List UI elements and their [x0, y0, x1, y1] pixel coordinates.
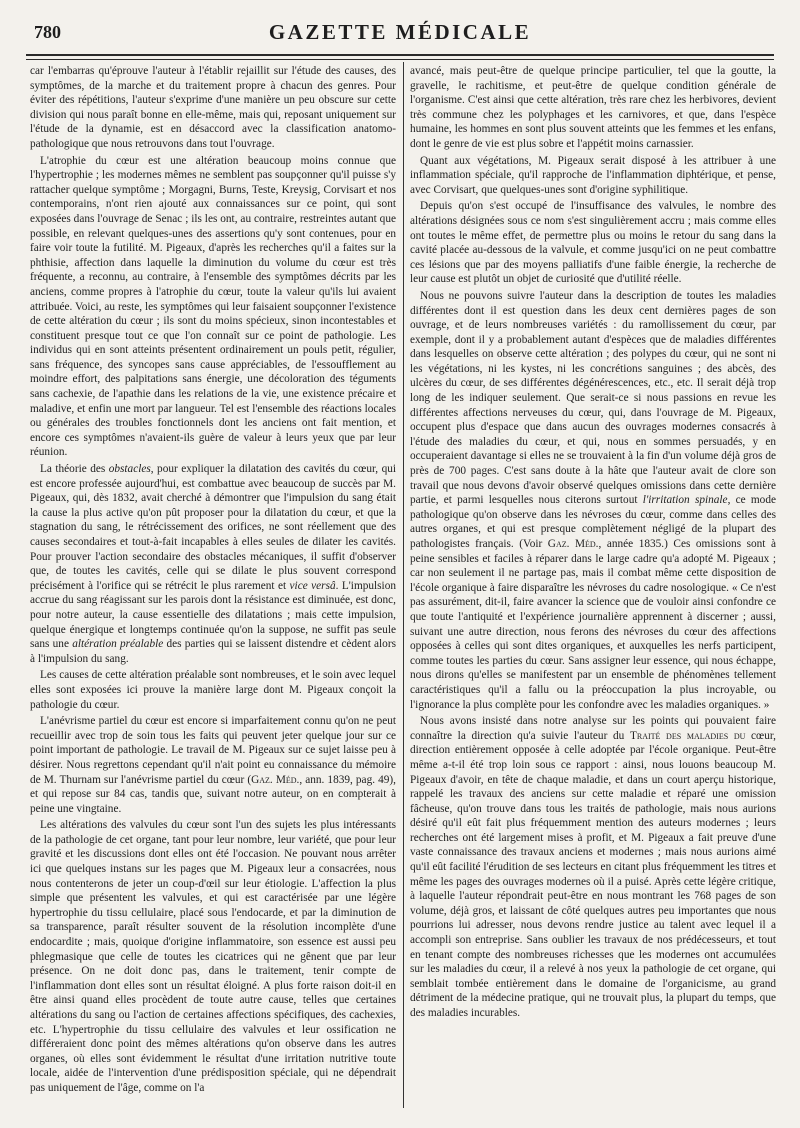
text-run: La théorie des — [40, 463, 109, 476]
text-run: des parties qui se laissent distendre et cèdent alors à l'impulsion du sang. — [30, 638, 396, 665]
right-column — [410, 64, 776, 1104]
paragraph — [410, 714, 776, 1020]
text-run: . L'impulsion accrue du sang réagissant sur les parois dont la résistance est diminuée, est donc, pour notre auteur, la cause essentielle des dilatations ; mais cette impulsion, quelque énergique et longtemps continuée qu'on la suppose, ne suffit pas seule sans une — [30, 579, 396, 651]
column-divider — [403, 62, 404, 1108]
paragraph — [410, 289, 776, 712]
text-run: , ce mode pathologique qu'on observe dans les névroses du cœur, comme dans celles des autres organes, et qui est presque complètement négligé de la plupart des pathologistes français. (Voir — [410, 494, 776, 550]
paragraph: avancé, mais peut-être de quelque principe particulier, tel que la goutte, la gravelle, le rachitisme, et peut-être de quelque condition générale de l'organisme. C'est ainsi que cette altération, très rare chez les herbivores, devient très commune chez les polyphages et les carnivores, et que, dans l'espèce humaine, les hommes en sont plus souvent atteints que les femmes et les enfans, dont le genre de vie est plus sobre et l'appétit moins carnassier. — [410, 65, 776, 150]
book-title: Traité des maladies du — [629, 729, 746, 742]
italic-term: vice versâ — [289, 579, 336, 592]
italic-term: altération préalable — [72, 638, 164, 651]
paragraph: Les altérations des valvules du cœur sont l'un des sujets les plus intéressants de la pathologie de cet organe, tant pour leur nombre, leur variété, que pour leur gravité et les discussions dont elles ont été l'occasion. Ne pouvant nous arrêter ici que quelques instans sur les pages que M. Pigeaux leur a consacrées, nous nous contenterons de jeter un coup-d'œil sur leur étiologie. L'affection la plus simple que présentent les valvules, et qui est caractérisée par une légère hypertrophie du tissu cellulaire, placé sous l'endocarde, et par la diminution de sa transparence, paraît résulter souvent de la résolution incomplète d'une endocardite ; mais, quoique d'origine inflammatoire, son essence est aussi peu phlegmasique que celle de toutes les cicatrices qui ne gênent que par leur présence. On ne doit donc pas, dans le traitement, tenir compte de l'inflammation dont elles sont un résultat éloigné. A plus forte raison doit-il en être ainsi quand elles procèdent de toute autre cause, telles que certaines altérations du sang ou l'action de certaines affections spécifiques, des cachexies, etc. L'hypertrophie du tissu cellulaire des valvules et leur ossification ne différeraient donc point des mêmes altérations qu'on observe dans les autres organes, où elles sont évidemment le résultat d'une irritation nutritive toute locale, aidée de l'intervention d'une prédisposition spéciale, qui ne dépendrait pas uniquement de l'âge, comme on l'a — [30, 819, 396, 1094]
text-run: , pour expliquer la dilatation des cavités du cœur, qui est encore professée aujourd'hui, est combattue avec beaucoup de succès par M. Pigeaux, qui, dès 1832, avait cherché à démontrer que l'impulsion du sang était la cause la plus active qu'on pût proposer pour la dilatation du cœur, et que la stagnation du sang, le rétrécissement des orifices, ne sont réellement que des causes secondaires et tout-à-fait incapables à elles seules de dilater les cavités. Pour prouver l'action secondaire des obstacles mécaniques, il suffit d'observer que, de toutes les cavités, celle qui se dilate le plus souvent correspond précisément à l'orifice qui se rétrécit le plus rarement et — [30, 463, 396, 592]
italic-term: obstacles — [108, 463, 151, 476]
italic-term: l'irritation spinale — [642, 494, 728, 507]
page-number: 780 — [34, 22, 61, 42]
text-run: Nous ne pouvons suivre l'auteur dans la description de toutes les maladies différentes dont il est question dans les deux cent dernières pages de son ouvrage, et de leurs nombreuses variétés : du ramollissement du cœur, par exemple, dont il y a probablement autant d'espèces que de maladies différentes dans lesquelles on observe cette altération ; des polypes du cœur, qui ne sont ni les végétations, ni les kystes, ni les concrétions sanguines ; des abcès, des ulcères du cœur, de ses différentes dégénérescences, etc., etc. Il serait déjà trop long de les indiquer seulement. Que serait-ce si nous passions en revue les différentes affections nerveuses du cœur, qui, dans l'ouvrage de M. Pigeaux, occupent plus d'espace que dans aucun des ouvrages modernes consacrés à l'étude des maladies du cœur, et qui, nous en sommes persuadés, y en occuperaient davantage si elles ne se trouvaient à la fin d'un volume déjà gros de près de 700 pages. C'est sans doute à la hâte que l'auteur avait de clore son travail que nous devons d'avoir observé quelques omissions dans cette dernière partie, et parmi lesquelles nous citerons surtout — [410, 289, 776, 507]
header-rule-thin — [26, 59, 774, 60]
paragraph — [30, 462, 396, 666]
paragraph: Les causes de cette altération préalable sont nombreuses, et le soin avec lequel elles sont exposées ici prouve la manière large dont M. Pigeaux conçoit la pathologie du cœur. — [30, 669, 396, 711]
left-column — [30, 64, 396, 1104]
citation: Gaz. Méd. — [251, 773, 300, 786]
header-rule — [26, 54, 774, 56]
journal-title: GAZETTE MÉDICALE — [268, 20, 532, 44]
paragraph: L'atrophie du cœur est une altération beaucoup moins connue que l'hypertrophie ; les modernes mêmes ne semblent pas soupçonner qu'il puisse s'y rattacher quelque symptôme ; Morgagni, Burns, Teste, Kreysig, Corvisart et nos contemporains, n'ont rien ajouté aux connaissances sur ce point, qui sont exposées dans l'ouvrage de Senac ; ils les ont, au contraire, restreintes autant que possible, en relevant quelques-unes des assertions qu'y sont contenues, pour en faire voir toute la futilité. M. Pigeaux, d'après les recherches qu'il a faites sur la phthisie, affection dans laquelle la diminution du volume du cœur est très fréquente, a reconnu, au contraire, à l'ensemble des symptômes décrits par les anciens, comme propres à l'atrophie du cœur, toute la valeur qu'ils lui avaient attribuée. Voici, au reste, les symptômes qui leur faisaient soupçonner l'existence de cette altération du cœur ; ils sont du moins spécieux, sinon incontestables et constituent presque tout ce que l'on connaît sur ce point de pathologie. Les individus qui en sont atteints présentent ordinairement un pouls petit, régulier, sans fréquence, des syncopes sans cause appréciables, de l'essoufflement au moindre effort, des palpitations sans énergie, une décoloration des téguments sans cachexie, de l'apathie dans les relations de la vie, une existence précaire et maladive, et enfin une mort par langueur. Tel est l'ensemble des réactions locales ou générales des troubles fonctionnels dont les anciens ont fait mention, et encore ces symptômes n'avaient-ils guère de valeur à leurs yeux que par leur réunion. — [30, 154, 396, 459]
citation: Gaz. Méd. — [547, 538, 599, 550]
paragraph: car l'embarras qu'éprouve l'auteur à l'établir rejaillit sur l'étude des causes, des symptômes, de la marche et du traitement propre à chacun des genres. Pour éviter des répétitions, l'auteur s'exprime d'une manière un peu obscure sur cette division qui nous paraît bonne en elle-même, mais qui, reposant uniquement sur l'étude de la dynamie, est en désaccord avec la classification anatomo-pathologique que nous retrouvons dans tout l'ouvrage. — [30, 65, 396, 150]
paragraph — [30, 714, 396, 816]
text-run: Nous avons insisté dans notre analyse sur les points qui pouvaient faire connaître la direction qu'a suivie l'auteur du — [410, 715, 776, 742]
text-run: L'anévrisme partiel du cœur est encore si imparfaitement connu qu'on ne peut recueillir avec trop de soin tous les faits qui peuvent jeter quelque jour sur ce point important de pathologie. Le travail de M. Pigeaux sur ce sujet laisse peu à désirer. Nous regrettons cependant qu'il n'ait point eu connaissance du mémoire de M. Thurnam sur l'anévrisme partiel du cœur ( — [30, 715, 396, 786]
text-run: , ann. 1839, pag. 49), et qui repose sur 84 cas, tandis que, suivant notre auteur, on en compterait à peine une vingtaine. — [30, 773, 396, 815]
paragraph: Quant aux végétations, M. Pigeaux serait disposé à les attribuer à une inflammation spéciale, qu'il rapproche de l'inflammation diphtérique, et pense, avec Corvisart, que quelques-unes sont d'origine syphilitique. — [410, 154, 776, 196]
text-run: , année 1835.) Ces omissions sont à peine sensibles et faciles à réparer dans le large cadre qu'a adopté M. Pigeaux ; car non seulement il ne partage pas, mais il combat même cette disposition de l'école organique à faire disparaître les névroses du cadre nosologique. « Ce n'est pas assurément, dit-il, faire avancer la science que de vouloir ainsi confondre ce que toute l'antiquité et l'expérience journalière apprennent à discerner ; aussi, suivant une autre direction, nous ferons des névroses du cœur des affections opposées à celles qui sont dites organiques, et auxquelles les nerfs participent, comme toutes les parties du cœur. Sans assigner leur essence, qui nous échappe, nous dirons qu'elles se manifestent par un ensemble de phénomènes tellement caractéristiques qu'il a fallu ou la préoccupation la plus incroyable, ou l'ignorance la plus complète pour les confondre avec les maladies organiques. » — [410, 538, 776, 711]
paragraph: Depuis qu'on s'est occupé de l'insuffisance des valvules, le nombre des altérations désignées sous ce nom s'est singulièrement accru ; mais comme elles ont toutes le même effet, de permettre plus ou moins le retour du sang dans la cavité placée au-dessous de la valvule, et comme jusqu'ici on ne peut combattre ces lésions que par des moyens palliatifs d'une faible énergie, la recherche de leur cause est plutôt un objet de curiosité que d'utilité réelle. — [410, 200, 776, 286]
text-run: cœur, direction entièrement opposée à celle adoptée par l'école organique. Peut-être même a-t-il été trop loin sous ce rapport : ainsi, nous louons beaucoup M. Pigeaux d'avoir, en tête de chaque maladie, et dans un court aperçu historique, rappelé les travaux des anciens sur cette maladie et réparé une omission fâcheuse, qu'on trouve dans tous les traités de pathologie, mais nous aurions désiré qu'il eût fait plus fréquemment mention des auteurs modernes ; leurs recherches ont été largement mises à profit, et M. Pigeaux a fait preuve d'une vaste connaissance des travaux anciens et modernes ; mais nous aurions aimé qu'il eût facilité l'érudition de ses lecteurs en citant plus fréquemment les titres et même les pages des ouvrages modernes où il a puisé. Après cette légère critique, à laquelle l'auteur répondrait peut-être en nous montrant les 768 pages de son volume, déjà gros, et laissant de côté quelques autres peu importantes que nous pourrions lui adresser, nous devons rendre justice au talent avec lequel il a accompli son entreprise. Sans oublier les travaux de nos prédécesseurs, et tout en tenant compte des nombreuses richesses que les modernes ont accumulées sur les maladies du cœur, il a relevé à nos yeux la pathologie de cet organe, qui semblait tombée entièrement dans le domaine de l'organicisme, au grand détriment de la médecine pratique, qui ne trouvait plus, la plupart du temps, que des maladies incurables. — [410, 729, 776, 1019]
page-header — [28, 20, 772, 52]
